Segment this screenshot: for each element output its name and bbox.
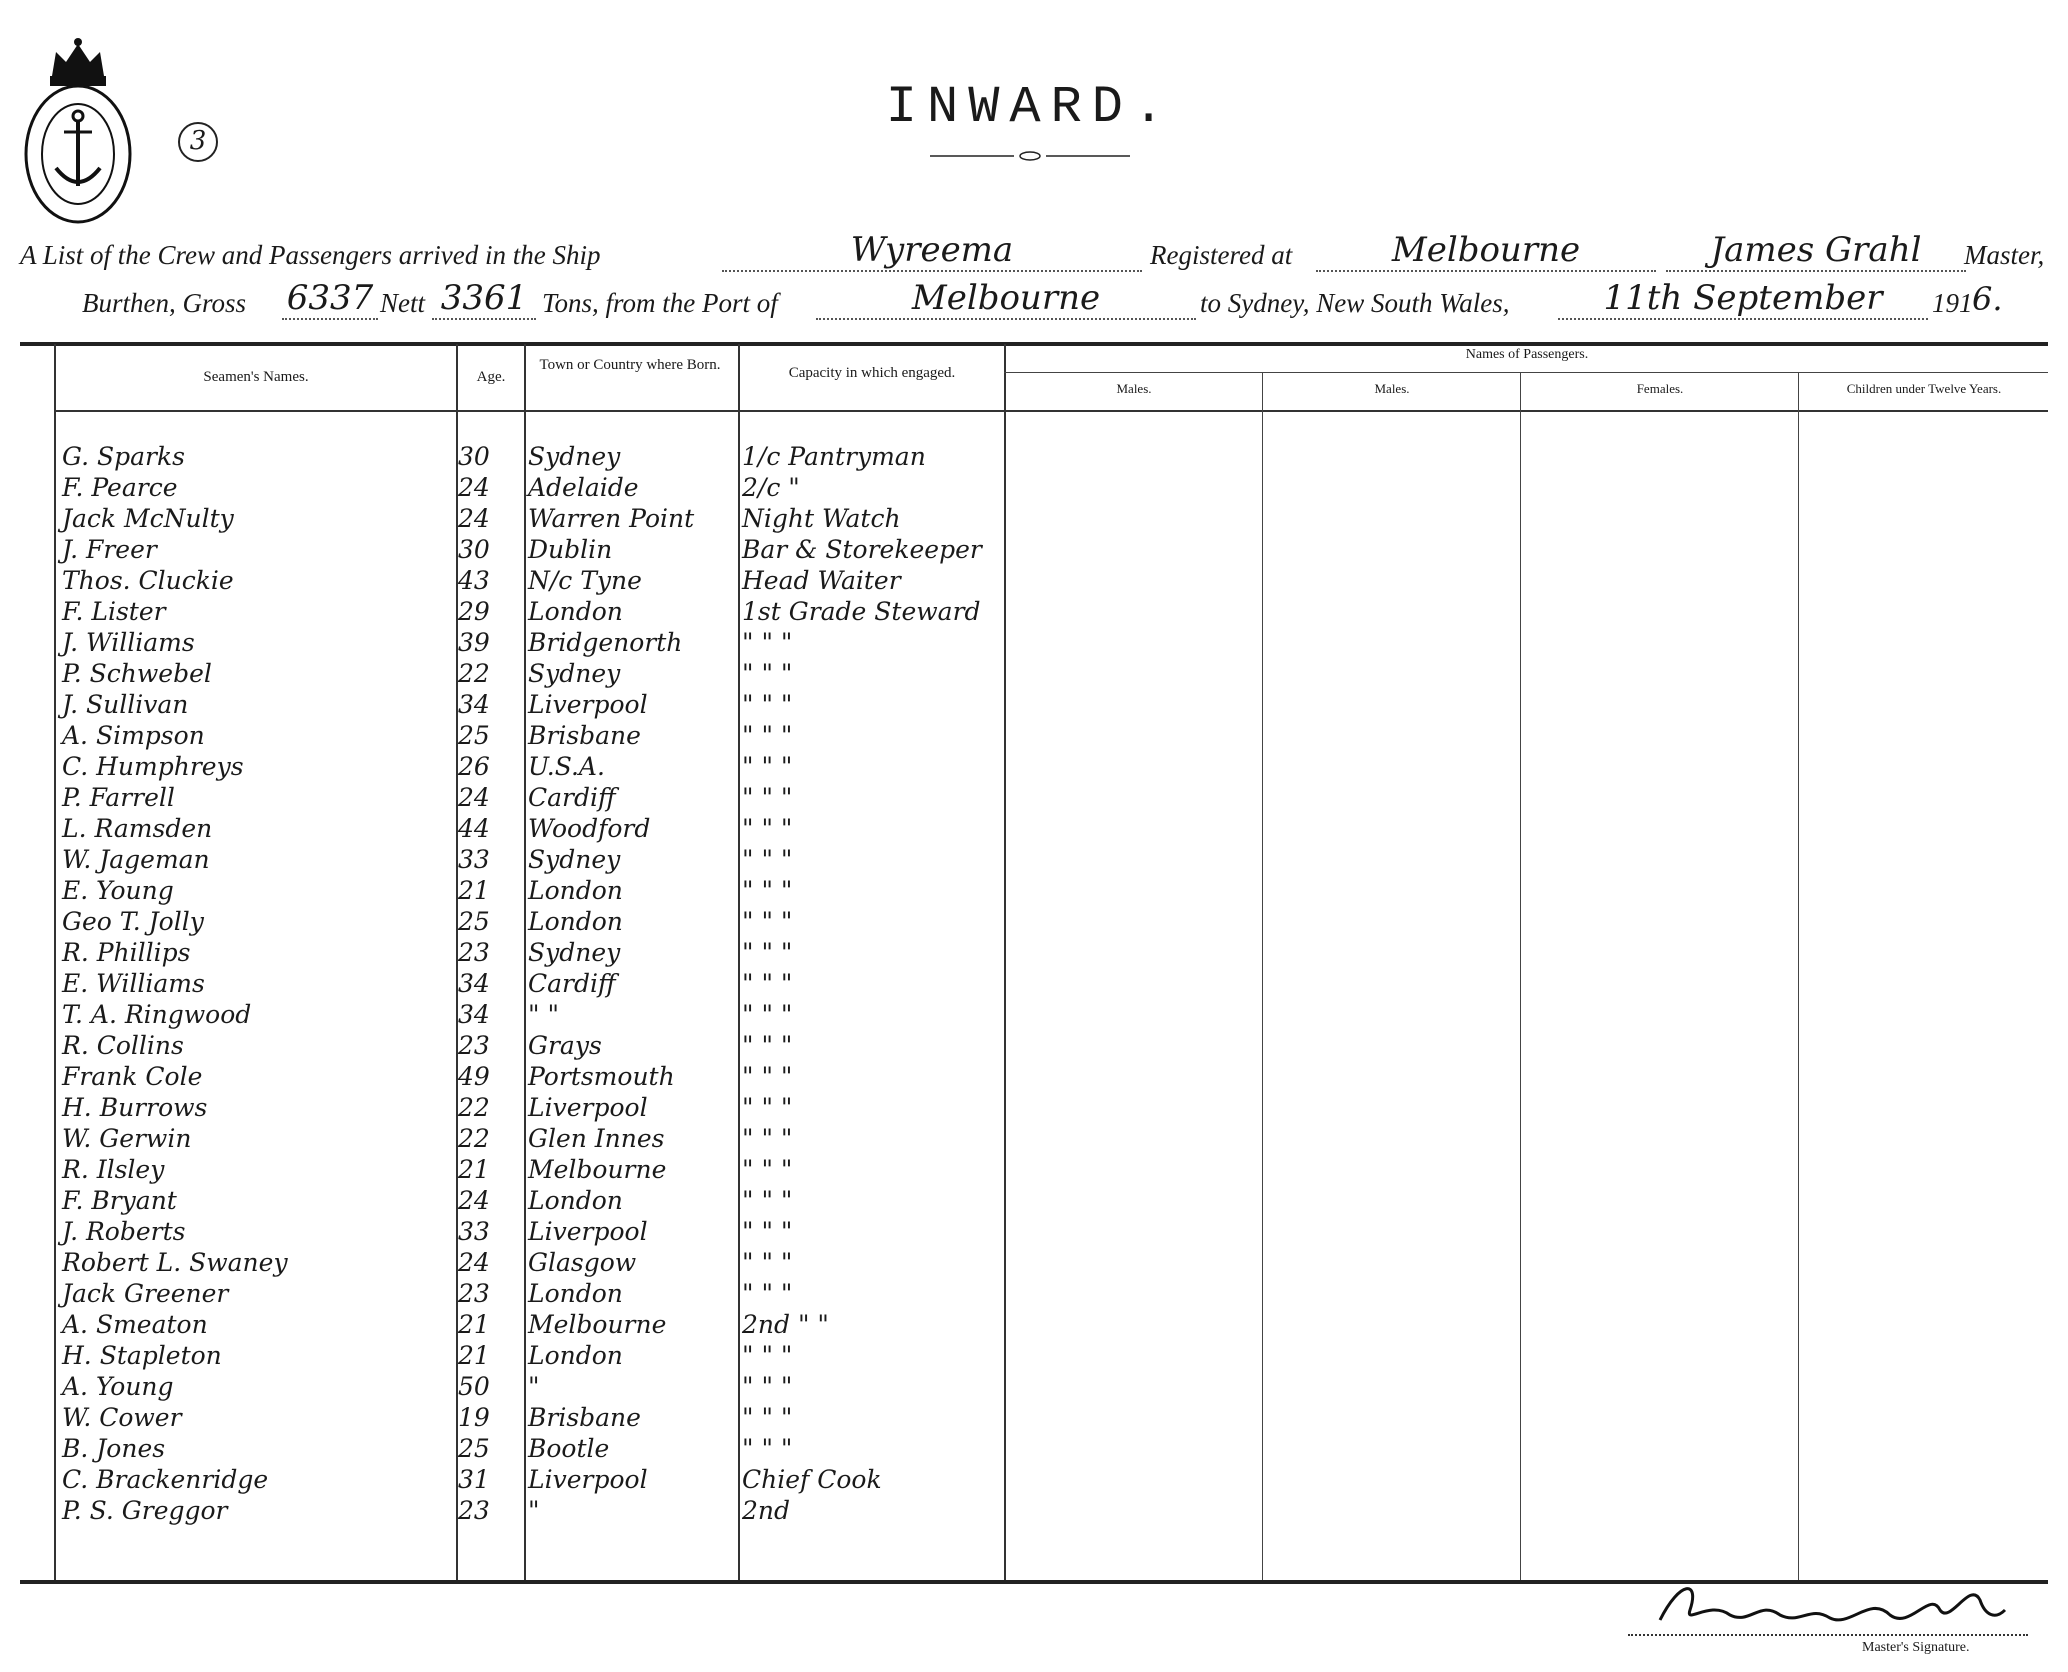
intro-text-a: A List of the Crew and Passengers arrived in the Ship	[20, 240, 601, 270]
intro-text-g: to Sydney, New South Wales,	[1200, 288, 1510, 318]
header-males-2: Males.	[1374, 381, 1410, 396]
from-port: Melbourne	[816, 278, 1196, 320]
crew-birthplace: Liverpool	[528, 1217, 648, 1246]
crew-birthplace: London	[528, 907, 623, 936]
table-row	[0, 597, 2068, 629]
crew-capacity: " " "	[742, 1403, 793, 1432]
crew-birthplace: Cardiff	[528, 969, 616, 998]
crew-name: E. Young	[62, 876, 174, 905]
crew-capacity: 2nd " "	[742, 1310, 829, 1339]
intro-line-2	[20, 278, 2060, 328]
crew-age: 22	[458, 1124, 490, 1153]
year-handwritten: 6.	[1972, 280, 2003, 318]
table-row	[0, 1372, 2068, 1404]
crew-capacity: Bar & Storekeeper	[742, 535, 982, 564]
header-age: Age.	[476, 369, 506, 385]
crew-birthplace: Sydney	[528, 845, 621, 874]
intro-text-b: Registered at	[1150, 240, 1293, 270]
table-row	[0, 1155, 2068, 1187]
crew-birthplace: Glen Innes	[528, 1124, 665, 1153]
nett-tonnage: 3361	[432, 278, 536, 320]
crew-capacity: " " "	[742, 628, 793, 657]
crew-capacity: " " "	[742, 1124, 793, 1153]
crew-name: H. Burrows	[62, 1093, 208, 1122]
crew-age: 34	[458, 690, 490, 719]
table-row	[0, 628, 2068, 660]
table-row	[0, 1279, 2068, 1311]
crew-name: J. Freer	[62, 535, 157, 564]
crew-name: P. S. Greggor	[62, 1496, 228, 1525]
header-males-1: Males.	[1116, 381, 1152, 396]
header-town-born: Town or Country where Born.	[539, 357, 721, 373]
crew-name: R. Ilsley	[62, 1155, 165, 1184]
crew-capacity: " " "	[742, 938, 793, 967]
crew-capacity: " " "	[742, 1217, 793, 1246]
header-capacity: Capacity in which engaged.	[788, 365, 956, 381]
intro-line-1	[20, 230, 2060, 280]
crew-birthplace: Portsmouth	[528, 1062, 675, 1091]
crew-name: R. Collins	[62, 1031, 184, 1060]
crew-capacity: " " "	[742, 1248, 793, 1277]
crew-name: F. Bryant	[62, 1186, 177, 1215]
crew-birthplace: Warren Point	[528, 504, 695, 533]
crew-birthplace: Brisbane	[528, 1403, 641, 1432]
arrival-date: 11th September	[1558, 278, 1928, 320]
table-row	[0, 1093, 2068, 1125]
crew-birthplace: N/c Tyne	[528, 566, 642, 595]
crew-birthplace: Liverpool	[528, 690, 648, 719]
crew-birthplace: London	[528, 597, 623, 626]
crew-capacity: " " "	[742, 1031, 793, 1060]
gross-tonnage: 6337	[282, 278, 378, 320]
table-row	[0, 752, 2068, 784]
crew-capacity: " " "	[742, 690, 793, 719]
table-row	[0, 814, 2068, 846]
crew-birthplace: Liverpool	[528, 1093, 648, 1122]
header-females: Females.	[1636, 381, 1684, 396]
table-row	[0, 969, 2068, 1001]
intro-text-c: Master,	[1964, 240, 2045, 270]
crew-capacity: " " "	[742, 845, 793, 874]
crew-capacity: " " "	[742, 1279, 793, 1308]
folio-number-circle: 3	[178, 122, 218, 162]
crew-name: J. Roberts	[62, 1217, 186, 1246]
table-row	[0, 1434, 2068, 1466]
crew-birthplace: London	[528, 1186, 623, 1215]
crew-capacity: " " "	[742, 1372, 793, 1401]
crew-name: A. Simpson	[62, 721, 205, 750]
crew-name: F. Lister	[62, 597, 166, 626]
table-row	[0, 1496, 2068, 1528]
crew-capacity: " " "	[742, 814, 793, 843]
crew-name: W. Cower	[62, 1403, 182, 1432]
crew-age: 44	[458, 814, 490, 843]
crew-age: 25	[458, 1434, 490, 1463]
crew-age: 26	[458, 752, 490, 781]
crew-capacity: " " "	[742, 1062, 793, 1091]
shipping-masters-department-seal	[22, 36, 134, 226]
crew-name: W. Jageman	[62, 845, 210, 874]
crew-capacity: " " "	[742, 1434, 793, 1463]
crew-name: E. Williams	[62, 969, 205, 998]
crew-capacity: " " "	[742, 1093, 793, 1122]
crew-name: C. Brackenridge	[62, 1465, 269, 1494]
crew-age: 24	[458, 1248, 490, 1277]
crew-age: 34	[458, 1000, 490, 1029]
crew-birthplace: London	[528, 1341, 623, 1370]
crew-capacity: " " "	[742, 1155, 793, 1184]
crew-birthplace: Brisbane	[528, 721, 641, 750]
table-row	[0, 1310, 2068, 1342]
crew-age: 24	[458, 504, 490, 533]
table-row	[0, 1248, 2068, 1280]
table-row	[0, 1186, 2068, 1218]
crew-name: A. Smeaton	[62, 1310, 208, 1339]
crew-age: 21	[458, 1155, 490, 1184]
crew-capacity: " " "	[742, 1000, 793, 1029]
crew-birthplace: Woodford	[528, 814, 651, 843]
passengers-subheader-rule	[1004, 372, 2048, 373]
crew-age: 23	[458, 1279, 490, 1308]
intro-text-d: Burthen, Gross	[82, 288, 247, 318]
signature-line	[1628, 1634, 2028, 1636]
crew-name: Thos. Cluckie	[62, 566, 234, 595]
crew-birthplace: "	[528, 1372, 540, 1401]
crew-capacity: 1st Grade Steward	[742, 597, 981, 626]
port-registered: Melbourne	[1316, 230, 1656, 272]
crew-age: 49	[458, 1062, 490, 1091]
crew-age: 19	[458, 1403, 490, 1432]
crew-age: 34	[458, 969, 490, 998]
crew-age: 39	[458, 628, 490, 657]
crew-birthplace: Sydney	[528, 442, 621, 471]
crew-birthplace: U.S.A.	[528, 752, 605, 781]
crew-name: B. Jones	[62, 1434, 166, 1463]
crew-name: H. Stapleton	[62, 1341, 222, 1370]
crew-age: 25	[458, 907, 490, 936]
crew-age: 21	[458, 1341, 490, 1370]
table-row	[0, 690, 2068, 722]
table-row	[0, 1062, 2068, 1094]
header-bottom-rule	[54, 410, 2048, 412]
crew-age: 29	[458, 597, 490, 626]
crew-capacity: Chief Cook	[742, 1465, 882, 1494]
crew-name: A. Young	[62, 1372, 174, 1401]
ship-name: Wyreema	[722, 230, 1142, 272]
crew-birthplace: Adelaide	[528, 473, 639, 502]
crew-birthplace: Liverpool	[528, 1465, 648, 1494]
crew-birthplace: Grays	[528, 1031, 602, 1060]
crew-name: C. Humphreys	[62, 752, 244, 781]
crew-birthplace: " "	[528, 1000, 559, 1029]
crew-capacity: " " "	[742, 659, 793, 688]
table-row	[0, 721, 2068, 753]
crew-age: 22	[458, 1093, 490, 1122]
crew-name: P. Farrell	[62, 783, 175, 812]
crew-capacity: 2/c "	[742, 473, 800, 502]
header-passengers: Names of Passengers.	[1465, 347, 1589, 362]
crew-name: W. Gerwin	[62, 1124, 192, 1153]
table-row	[0, 442, 2068, 474]
year-printed: 191	[1932, 288, 1973, 318]
crew-name: G. Sparks	[62, 442, 185, 471]
crew-birthplace: London	[528, 876, 623, 905]
table-row	[0, 783, 2068, 815]
crew-name: P. Schwebel	[62, 659, 212, 688]
table-row	[0, 566, 2068, 598]
crew-capacity: 1/c Pantryman	[742, 442, 926, 471]
crew-age: 50	[458, 1372, 490, 1401]
table-row	[0, 1031, 2068, 1063]
crew-birthplace: "	[528, 1496, 540, 1525]
crew-name: L. Ramsden	[62, 814, 213, 843]
crew-age: 21	[458, 876, 490, 905]
crew-name: T. A. Ringwood	[62, 1000, 252, 1029]
table-row	[0, 845, 2068, 877]
page-title: INWARD.	[885, 78, 1175, 137]
crew-age: 43	[458, 566, 490, 595]
table-row	[0, 473, 2068, 505]
crew-age: 24	[458, 1186, 490, 1215]
crew-name: Jack McNulty	[62, 504, 234, 533]
crew-birthplace: London	[528, 1279, 623, 1308]
crew-capacity: " " "	[742, 752, 793, 781]
master-name: James Grahl	[1666, 230, 1966, 272]
crew-name: Frank Cole	[62, 1062, 203, 1091]
crew-age: 22	[458, 659, 490, 688]
table-row	[0, 876, 2068, 908]
table-row	[0, 938, 2068, 970]
header-children: Children under Twelve Years.	[1846, 381, 2002, 396]
crew-age: 24	[458, 473, 490, 502]
table-row	[0, 1124, 2068, 1156]
crew-age: 30	[458, 535, 490, 564]
title-ornament	[930, 150, 1130, 162]
crew-birthplace: Dublin	[528, 535, 613, 564]
table-row	[0, 1403, 2068, 1435]
crew-capacity: " " "	[742, 783, 793, 812]
crew-capacity: " " "	[742, 721, 793, 750]
signature-label: Master's Signature.	[1862, 1640, 1970, 1655]
table-row	[0, 659, 2068, 691]
table-row	[0, 1465, 2068, 1497]
crew-birthplace: Bridgenorth	[528, 628, 683, 657]
table-row	[0, 907, 2068, 939]
crew-capacity: 2nd	[742, 1496, 791, 1525]
crew-age: 25	[458, 721, 490, 750]
table-row	[0, 1000, 2068, 1032]
master-signature-mark	[1640, 1570, 2020, 1640]
crew-capacity: " " "	[742, 876, 793, 905]
crew-age: 31	[458, 1465, 490, 1494]
crew-name: Robert L. Swaney	[62, 1248, 288, 1277]
table-row	[0, 504, 2068, 536]
crew-birthplace: Bootle	[528, 1434, 610, 1463]
crew-age: 23	[458, 1496, 490, 1525]
crew-age: 21	[458, 1310, 490, 1339]
crew-capacity: " " "	[742, 907, 793, 936]
intro-text-f: Tons, from the Port of	[542, 288, 778, 318]
crew-age: 33	[458, 845, 490, 874]
crew-capacity: " " "	[742, 969, 793, 998]
crew-capacity: Night Watch	[742, 504, 901, 533]
crew-age: 23	[458, 1031, 490, 1060]
crew-name: R. Phillips	[62, 938, 191, 967]
crew-birthplace: Melbourne	[528, 1155, 667, 1184]
crew-capacity: " " "	[742, 1186, 793, 1215]
crew-birthplace: Sydney	[528, 938, 621, 967]
crew-name: F. Pearce	[62, 473, 178, 502]
crew-name: J. Sullivan	[62, 690, 189, 719]
table-row	[0, 1217, 2068, 1249]
crew-birthplace: Glasgow	[528, 1248, 637, 1277]
crew-age: 30	[458, 442, 490, 471]
crew-capacity: Head Waiter	[742, 566, 901, 595]
crew-age: 33	[458, 1217, 490, 1246]
crew-capacity: " " "	[742, 1341, 793, 1370]
crew-birthplace: Cardiff	[528, 783, 616, 812]
crew-birthplace: Melbourne	[528, 1310, 667, 1339]
crew-age: 23	[458, 938, 490, 967]
crew-age: 24	[458, 783, 490, 812]
intro-text-e: Nett	[380, 288, 425, 318]
crew-birthplace: Sydney	[528, 659, 621, 688]
crew-name: J. Williams	[62, 628, 195, 657]
table-row	[0, 1341, 2068, 1373]
crew-name: Jack Greener	[62, 1279, 229, 1308]
table-row	[0, 535, 2068, 567]
header-seamen-names: Seamen's Names.	[203, 369, 309, 385]
crew-name: Geo T. Jolly	[62, 907, 204, 936]
